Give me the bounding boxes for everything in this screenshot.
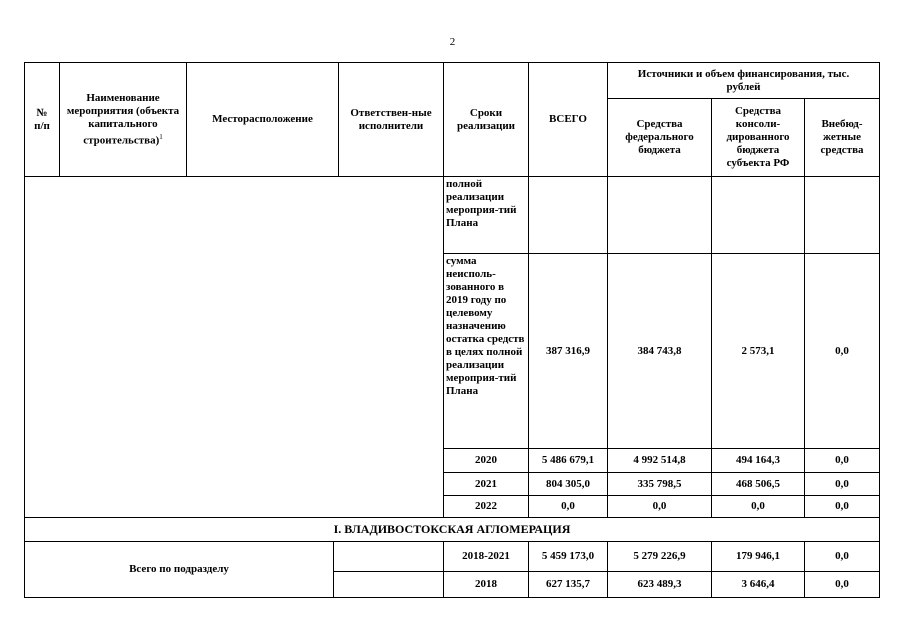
- subtotal-term: 2018: [475, 578, 497, 590]
- row-term: 2020: [475, 454, 497, 466]
- page-number: 2: [449, 36, 456, 48]
- header-location: Месторасположение: [212, 113, 313, 125]
- row-consolidated: 0,0: [751, 500, 765, 512]
- row-consolidated: 494 164,3: [736, 454, 780, 466]
- header-name: [60, 63, 186, 176]
- subtotal-total: 5 459 173,0: [541, 550, 595, 562]
- header-consolidated: Средства консоли-дированного бюджета субъекта РФ: [726, 105, 790, 169]
- row-total: 387 316,9: [546, 344, 590, 357]
- header-num: № п/п: [34, 106, 50, 132]
- header-name-text: Наименование мероприятия (объекта капитального строительства): [66, 91, 180, 147]
- row-offbudget: 0,0: [835, 344, 849, 357]
- row-federal: 384 743,8: [637, 344, 682, 357]
- row-federal: 4 992 514,8: [633, 454, 686, 466]
- subtotal-label: Всего по подразделу: [129, 563, 229, 575]
- row-consolidated: 2 573,1: [741, 344, 775, 357]
- subtotal-consolidated: 3 646,4: [741, 578, 775, 590]
- subtotal-offbudget: 0,0: [835, 578, 849, 590]
- row-offbudget: 0,0: [835, 454, 849, 466]
- header-offbudget: Внебюд-жетные средства: [820, 118, 864, 156]
- subtotal-federal: 623 489,3: [637, 578, 682, 590]
- row-consolidated: 468 506,5: [736, 477, 780, 490]
- row-term: 2021: [475, 477, 497, 490]
- row-offbudget: 0,0: [835, 477, 849, 490]
- row-total: 804 305,0: [546, 477, 590, 490]
- subtotal-total: 627 135,7: [546, 578, 590, 590]
- footnote-mark: 1: [159, 132, 163, 141]
- row-federal: 335 798,5: [637, 477, 682, 490]
- row-total: 5 486 679,1: [541, 454, 595, 466]
- header-federal: Средства федерального бюджета: [625, 118, 694, 156]
- header-responsible: Ответствен-ные исполнители: [350, 106, 432, 132]
- rule: [24, 597, 880, 598]
- row-federal: 0,0: [652, 500, 667, 512]
- section-title: I. ВЛАДИВОСТОКСКАЯ АГЛОМЕРАЦИЯ: [333, 521, 571, 536]
- subtotal-consolidated: 179 946,1: [736, 550, 780, 562]
- row-total: 0,0: [561, 500, 575, 512]
- row-offbudget: 0,0: [835, 500, 849, 512]
- subtotal-term: 2018-2021: [462, 550, 510, 562]
- subtotal-offbudget: 0,0: [835, 550, 849, 562]
- subtotal-federal: 5 279 226,9: [633, 550, 686, 562]
- header-sources: Источники и объем финансирования, тыс. рублей: [637, 67, 850, 93]
- header-total: ВСЕГО: [549, 113, 587, 125]
- header-terms: Сроки реализации: [456, 106, 516, 132]
- row-term: 2022: [475, 500, 497, 512]
- row-term: полной реализации мероприя-тий Плана: [446, 178, 517, 229]
- rule: [333, 541, 334, 597]
- rule: [24, 176, 880, 177]
- row-term: сумма неисполь-зованного в 2019 году по целевому назначению остатка средств в целях полной реализации мероприя-тий Плана: [446, 255, 525, 397]
